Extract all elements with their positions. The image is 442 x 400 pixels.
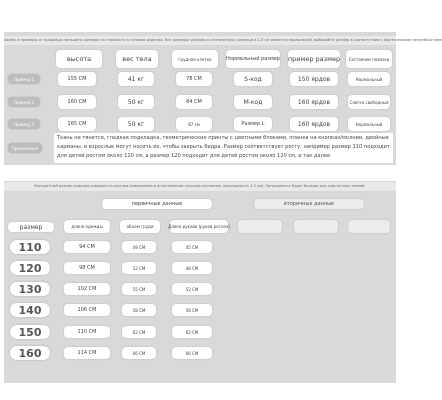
header-height: высота	[56, 50, 102, 68]
header-fit-state: Состояние повязки	[346, 50, 392, 68]
size-cell: 55 СМ	[122, 283, 156, 295]
size-cell: 102 СМ	[64, 283, 110, 295]
size-value: 160	[10, 346, 50, 360]
cell-height-3: 165 СМ	[58, 117, 96, 131]
cell-fit-3: Нормальный	[348, 117, 390, 131]
cell-example-3: 160 ярдов	[290, 117, 338, 131]
top-note: Замер и примеры от продавца меньшего размера на плоскости в готовом изделии. Все размеры указаны в сантиметрах; разница в 1-3 см является нормальной, выбирайте размер в соответствии с фактическими потребностями	[4, 36, 396, 45]
product-description: Ткань не тянется, гладкая подкладка, геометрические принты с цветными блоками, планка на кнопках/молнии, двойные карманы, и взрослые могут носить их, чтобы закрыть бедра. Размер соответствует росту, например размер 110 подходит для детей ростом около 110 см, а размер 120 подходит для детей ростом около 120 см, и так далее	[54, 133, 393, 163]
size-cell: 49 СМ	[122, 241, 156, 253]
size-cell: 52 СМ	[172, 283, 212, 295]
size-cell: 58 СМ	[122, 304, 156, 316]
group-header-secondary: вторичные данные	[254, 199, 364, 209]
header-example-size: пример размер	[288, 50, 340, 68]
size-value: 140	[10, 303, 50, 317]
example-label-3: Пример 3	[8, 119, 40, 129]
cell-chest-1: 78 СМ	[176, 72, 212, 86]
example-label-2: Пример 2	[8, 97, 40, 107]
size-cell: 98 СМ	[64, 262, 110, 274]
size-value: 120	[10, 261, 50, 275]
cell-height-2: 160 СМ	[58, 95, 96, 109]
cell-normal-2: М-код	[234, 95, 272, 109]
size-cell: 62 СМ	[172, 326, 212, 338]
cell-example-2: 160 ярдов	[290, 95, 338, 109]
col-header-sleeve: Длина рукава (рукав реглан)	[170, 220, 228, 233]
cell-fit-1: Нормальный	[348, 72, 390, 86]
size-header: размер	[8, 222, 54, 232]
size-cell: 106 СМ	[64, 304, 110, 316]
size-cell: 66 СМ	[122, 347, 156, 359]
header-normal-size: Нормальный размер	[226, 50, 280, 68]
size-cell: 66 СМ	[172, 347, 212, 359]
header-chest: грудная клетка	[172, 50, 218, 68]
size-cell: 52 СМ	[122, 262, 156, 274]
col-header-length: длина одежды	[64, 220, 110, 233]
size-cell: 45 СМ	[172, 241, 212, 253]
cell-weight-2: 50 кг	[118, 95, 154, 109]
size-value: 130	[10, 282, 50, 296]
size-value: 150	[10, 325, 50, 339]
size-cell: 48 СМ	[172, 262, 212, 274]
size-cell: 56 СМ	[172, 304, 212, 316]
cell-chest-3: 87 см	[176, 117, 212, 131]
size-value: 110	[10, 240, 50, 254]
cell-fit-2: Слегка свободный	[348, 95, 390, 109]
description-label: Применение	[8, 143, 42, 153]
size-cell: 114 СМ	[64, 347, 110, 359]
empty-col-header-3	[348, 220, 390, 233]
cell-weight-1: 41 кг	[118, 72, 154, 86]
example-label-1: Пример 1	[8, 74, 40, 84]
cell-normal-3: Размер L	[234, 117, 272, 131]
empty-col-header-2	[294, 220, 338, 233]
col-header-chest: объем груди	[120, 220, 160, 233]
cell-height-1: 155 СМ	[58, 72, 96, 86]
size-cell: 62 СМ	[122, 326, 156, 338]
empty-col-header-1	[238, 220, 282, 233]
group-header-primary: первичные данные	[102, 199, 212, 209]
cell-normal-1: S-код	[234, 72, 272, 86]
size-cell: 94 СМ	[64, 241, 110, 253]
bottom-note: Конкретный размер изделия измеряется ручным измерением в естественном плоском состоянии (погрешность 1-3 см). Погрешность будет больше для эластичных тканей.	[4, 182, 396, 191]
cell-example-1: 150 ярдов	[290, 72, 338, 86]
cell-weight-3: 50 кг	[118, 117, 154, 131]
size-cell: 110 СМ	[64, 326, 110, 338]
cell-chest-2: 84 СМ	[176, 95, 212, 109]
header-weight: вес тела	[116, 50, 158, 68]
